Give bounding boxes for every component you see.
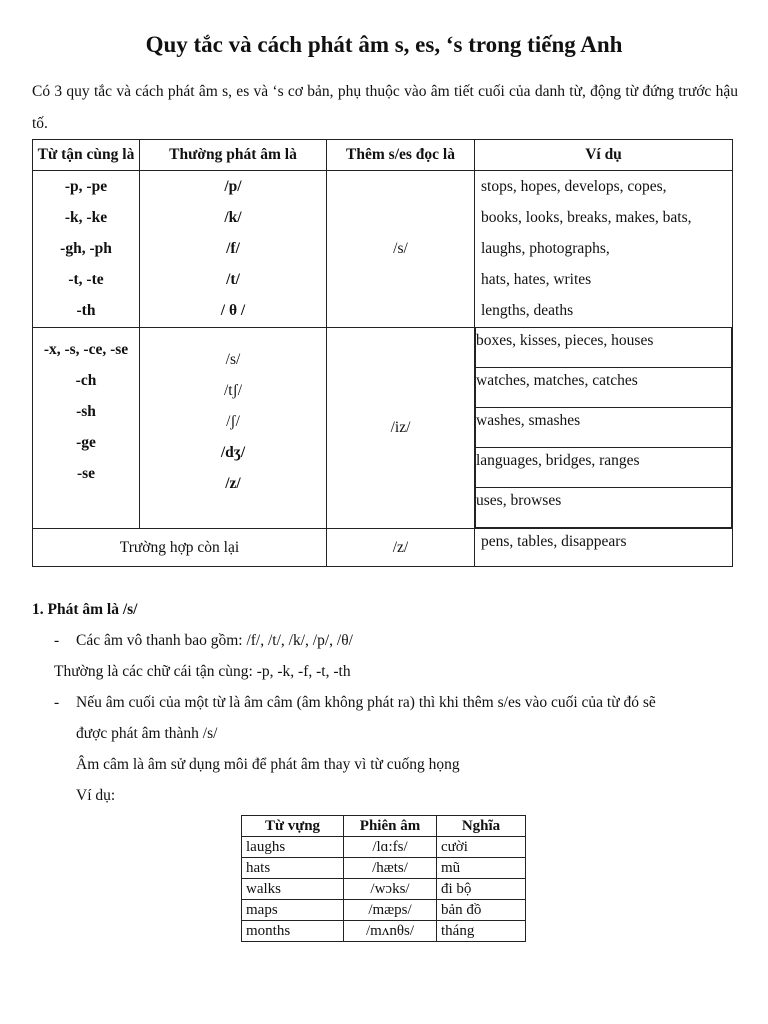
example: laughs, photographs, xyxy=(481,240,610,257)
vocab-word: months xyxy=(242,921,344,942)
group3-examples xyxy=(475,529,733,567)
section-heading: 1. Phát âm là /s/ xyxy=(32,601,138,618)
bullet-item xyxy=(32,625,742,656)
sound: /tʃ/ xyxy=(223,382,243,399)
ending: -gh, -ph xyxy=(60,240,112,257)
header-read-as: Thêm s/es đọc là xyxy=(327,140,475,171)
example: pens, tables, disappears xyxy=(481,533,627,550)
vocab-ipa: /lɑ:fs/ xyxy=(344,837,437,858)
sound: /p/ xyxy=(224,178,242,195)
example: stops, hopes, develops, copes, xyxy=(481,178,667,195)
sound: /dʒ/ xyxy=(220,444,246,461)
table-row xyxy=(242,837,526,858)
sound: /f/ xyxy=(226,240,240,257)
intro-paragraph: Có 3 quy tắc và cách phát âm s, es và ‘s cơ bản, phụ thuộc vào âm tiết cuối của danh từ, động từ đứng trước hậu tố. xyxy=(32,83,738,132)
example: languages, bridges, ranges xyxy=(476,448,732,488)
pronunciation-rules-table xyxy=(32,139,733,567)
paragraph-line: Âm câm là âm sử dụng môi để phát âm thay vì từ cuống họng xyxy=(76,756,460,773)
vocab-meaning: bản đồ xyxy=(437,900,526,921)
vocab-table xyxy=(241,815,526,942)
group1-read-as: /s/ xyxy=(327,171,475,328)
vocab-header-row xyxy=(242,816,526,837)
document-title: Quy tắc và cách phát âm s, es, ‘s trong tiếng Anh xyxy=(145,32,623,57)
table-row-group-iz xyxy=(33,328,733,529)
bullet-text: Các âm vô thanh bao gồm: /f/, /t/, /k/, /p/, /θ/ xyxy=(76,632,353,649)
vocab-ipa: /wɔks/ xyxy=(344,879,437,900)
example: watches, matches, catches xyxy=(476,368,732,408)
dash-marker: - xyxy=(54,694,60,711)
table-row xyxy=(242,900,526,921)
example: boxes, kisses, pieces, houses xyxy=(476,328,732,368)
vocab-header-ipa: Phiên âm xyxy=(344,816,437,837)
ending: -t, -te xyxy=(68,271,104,288)
ending: -x, -s, -ce, -se xyxy=(43,341,129,358)
table-row xyxy=(242,879,526,900)
header-ending: Từ tận cùng là xyxy=(33,140,140,171)
sound: /z/ xyxy=(225,475,241,492)
bullet-item xyxy=(32,687,742,718)
table-row xyxy=(242,921,526,942)
example: lengths, deaths xyxy=(481,302,574,319)
group3-read-as: /z/ xyxy=(327,529,475,567)
vocab-word: laughs xyxy=(242,837,344,858)
vocab-word: walks xyxy=(242,879,344,900)
vocab-ipa: /mæps/ xyxy=(344,900,437,921)
ending: -sh xyxy=(76,403,96,420)
example: washes, smashes xyxy=(476,408,732,448)
group2-endings xyxy=(33,328,140,529)
ending: -se xyxy=(76,465,96,482)
sound: /k/ xyxy=(224,209,242,226)
vocab-meaning: mũ xyxy=(437,858,526,879)
ending: -ge xyxy=(76,434,96,451)
table-header-row xyxy=(33,140,733,171)
vocab-meaning: đi bộ xyxy=(437,879,526,900)
ending: -k, -ke xyxy=(64,209,108,226)
group1-sounds xyxy=(140,171,327,328)
vocab-header-meaning: Nghĩa xyxy=(437,816,526,837)
group2-examples xyxy=(475,328,733,529)
paragraph-line: Ví dụ: xyxy=(76,787,116,804)
vocab-meaning: cười xyxy=(437,837,526,858)
vocab-header-word: Từ vựng xyxy=(242,816,344,837)
table-row-group-s xyxy=(33,171,733,328)
vocab-word: maps xyxy=(242,900,344,921)
paragraph-line: Thường là các chữ cái tận cùng: -p, -k, -f, -t, -th xyxy=(54,663,351,680)
group1-examples xyxy=(475,171,733,328)
table-row xyxy=(242,858,526,879)
bullet-text: Nếu âm cuối của một từ là âm câm (âm không phát ra) thì khi thêm s/es vào cuối của từ đó sẽ xyxy=(76,694,656,711)
ending: -th xyxy=(76,302,96,319)
header-usual-sound: Thường phát âm là xyxy=(140,140,327,171)
sound: / θ / xyxy=(220,302,246,319)
dash-marker: - xyxy=(54,632,60,649)
paragraph-line: được phát âm thành /s/ xyxy=(76,725,218,742)
example: uses, browses xyxy=(476,488,732,528)
group2-read-as: /iz/ xyxy=(327,328,475,529)
ending: -p, -pe xyxy=(64,178,108,195)
example: hats, hates, writes xyxy=(481,271,592,288)
vocab-ipa: /hæts/ xyxy=(344,858,437,879)
sound: /ʃ/ xyxy=(226,413,240,430)
example: books, looks, breaks, makes, bats, xyxy=(481,209,692,226)
table-row-group-z xyxy=(33,529,733,567)
group1-endings xyxy=(33,171,140,328)
ending: -ch xyxy=(75,372,97,389)
sound: /s/ xyxy=(225,351,241,368)
group3-label: Trường hợp còn lại xyxy=(33,529,327,567)
group2-sounds xyxy=(140,328,327,529)
sound: /t/ xyxy=(226,271,240,288)
header-examples: Ví dụ xyxy=(475,140,733,171)
vocab-word: hats xyxy=(242,858,344,879)
section-1 xyxy=(32,594,742,811)
group2-examples-list xyxy=(475,328,732,528)
vocab-meaning: tháng xyxy=(437,921,526,942)
vocab-ipa: /mʌnθs/ xyxy=(344,921,437,942)
